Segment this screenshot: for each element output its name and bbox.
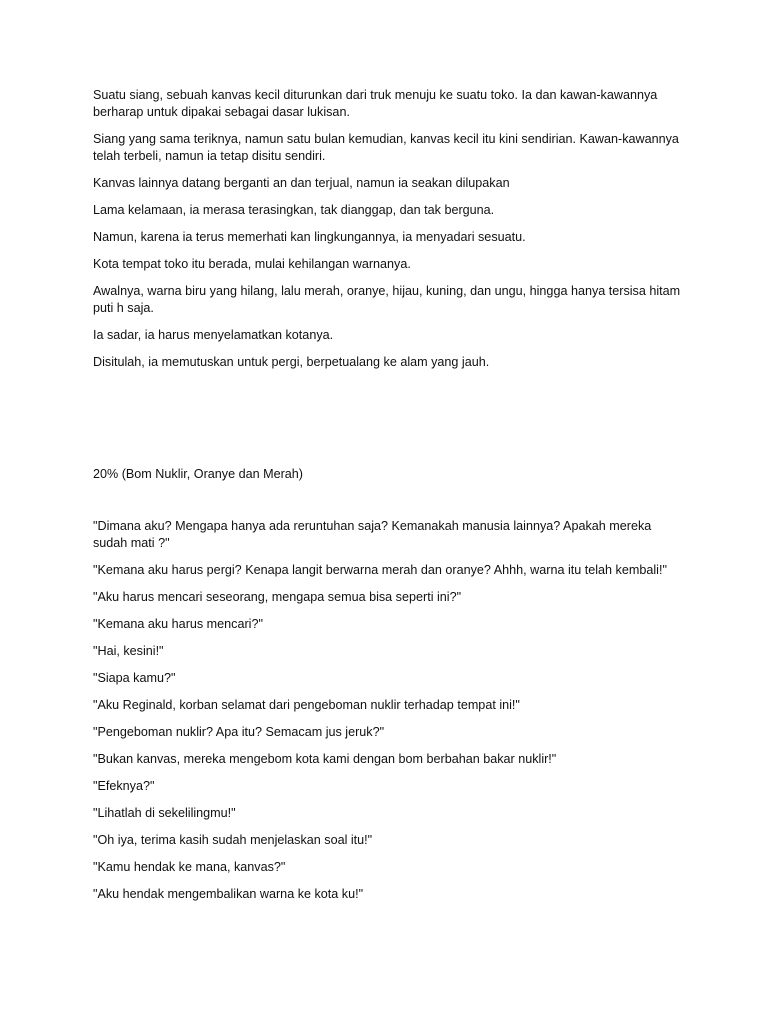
section-heading: 20% (Bom Nuklir, Oranye dan Merah) [93, 467, 303, 481]
dialogue-line: "Efeknya?" [93, 779, 155, 793]
dialogue-line: "Dimana aku? Mengapa hanya ada reruntuhan saja? Kemanakah manusia lainnya? Apakah mereka sudah mati ?" [93, 519, 652, 550]
dialogue-line: "Kemana aku harus mencari?" [93, 617, 263, 631]
intro-paragraph: Disitulah, ia memutuskan untuk pergi, berpetualang ke alam yang jauh. [93, 355, 490, 369]
intro-paragraph: Suatu siang, sebuah kanvas kecil diturunkan dari truk menuju ke suatu toko. Ia dan kawan-kawannya berharap untuk dipakai sebagai dasar lukisan. [93, 88, 658, 119]
intro-paragraph: Siang yang sama teriknya, namun satu bulan kemudian, kanvas kecil itu kini sendirian. Kawan-kawannya telah terbeli, namun ia tetap disitu sendiri. [93, 132, 679, 163]
intro-paragraph: Kanvas lainnya datang berganti an dan terjual, namun ia seakan dilupakan [93, 176, 510, 190]
dialogue-line: "Lihatlah di sekelilingmu!" [93, 806, 236, 820]
blank-space [93, 381, 683, 466]
dialogue-line: "Pengeboman nuklir? Apa itu? Semacam jus jeruk?" [93, 725, 385, 739]
intro-paragraph: Ia sadar, ia harus menyelamatkan kotanya. [93, 328, 334, 342]
dialogue-line: "Oh iya, terima kasih sudah menjelaskan soal itu!" [93, 833, 373, 847]
dialogue-line: "Kemana aku harus pergi? Kenapa langit berwarna merah dan oranye? Ahhh, warna itu telah kembali!" [93, 563, 667, 577]
intro-paragraph: Kota tempat toko itu berada, mulai kehilangan warnanya. [93, 257, 411, 271]
dialogue-line: "Aku hendak mengembalikan warna ke kota ku!" [93, 887, 364, 901]
dialogue-line: "Aku harus mencari seseorang, mengapa semua bisa seperti ini?" [93, 590, 462, 604]
document-body [93, 87, 683, 913]
dialogue-line: "Bukan kanvas, mereka mengebom kota kami dengan bom berbahan bakar nuklir!" [93, 752, 557, 766]
intro-paragraph: Lama kelamaan, ia merasa terasingkan, tak dianggap, dan tak berguna. [93, 203, 495, 217]
dialogue-line: "Hai, kesini!" [93, 644, 164, 658]
dialogue-line: "Siapa kamu?" [93, 671, 176, 685]
dialogue-line: "Aku Reginald, korban selamat dari pengeboman nuklir terhadap tempat ini!" [93, 698, 520, 712]
intro-paragraph: Awalnya, warna biru yang hilang, lalu merah, oranye, hijau, kuning, dan ungu, hingga hanya tersisa hitam puti h saja. [93, 284, 681, 315]
dialogue-line: "Kamu hendak ke mana, kanvas?" [93, 860, 286, 874]
blank-space [93, 493, 683, 518]
intro-paragraph: Namun, karena ia terus memerhati kan lingkungannya, ia menyadari sesuatu. [93, 230, 526, 244]
